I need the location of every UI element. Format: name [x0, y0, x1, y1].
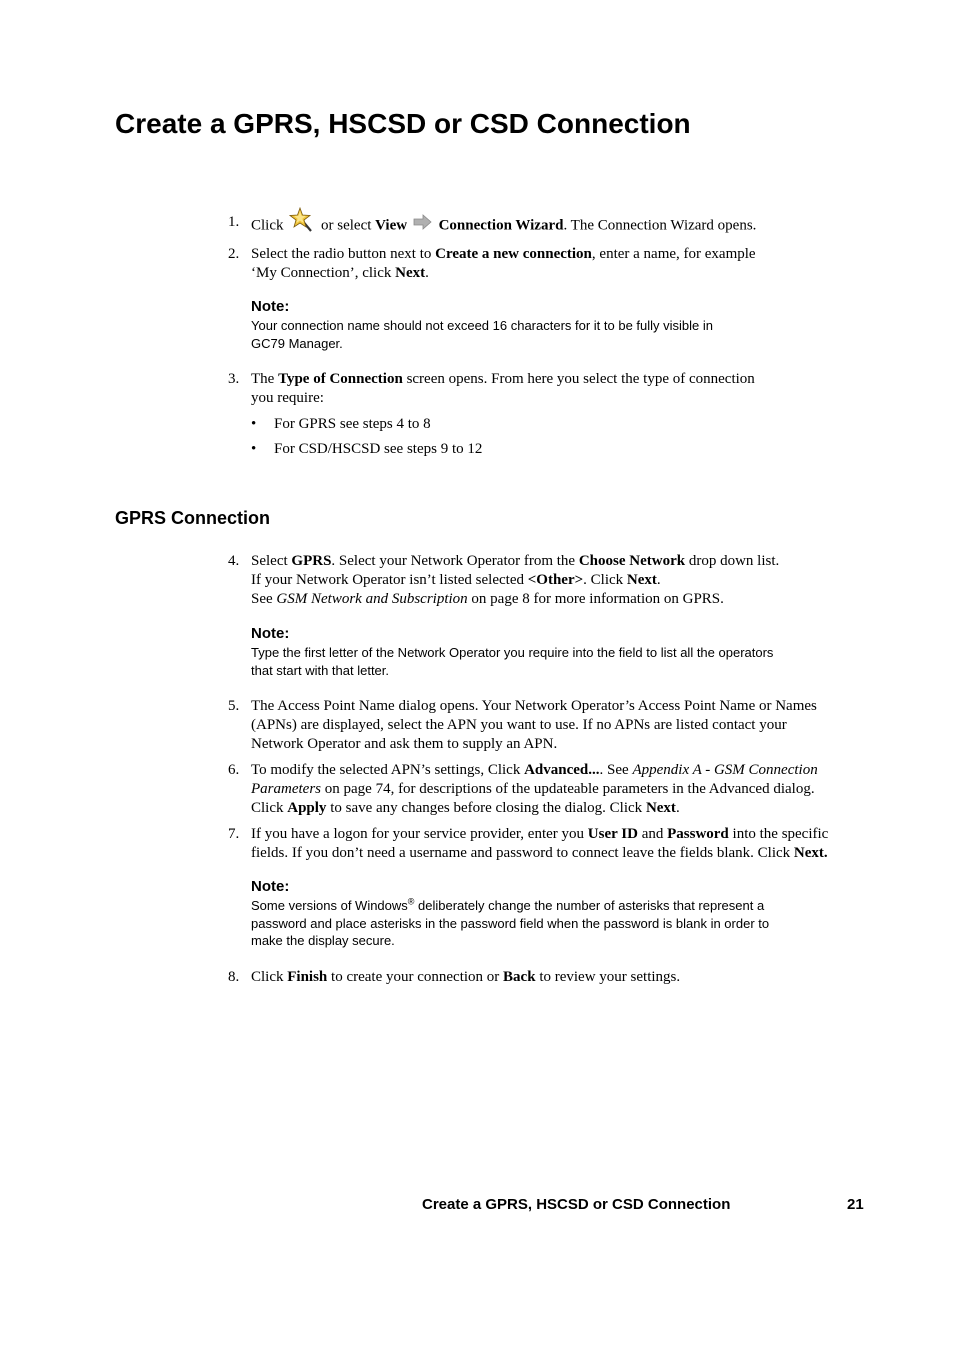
text: . Select your Network Operator from the: [331, 553, 576, 569]
text: Some versions of Windows: [251, 898, 408, 913]
text: drop down list.: [688, 553, 780, 569]
step-number: 1.: [228, 214, 240, 230]
arrow-right-icon: [413, 214, 433, 236]
text: into the specific: [732, 826, 829, 842]
step-number: 3.: [228, 371, 240, 387]
text: . Click: [583, 572, 624, 588]
text: and: [641, 826, 664, 842]
next-ref: Next: [395, 265, 426, 281]
text: .: [675, 800, 680, 816]
text: The: [251, 371, 275, 387]
text: , enter a name, for example: [591, 246, 756, 262]
choose-network-ref: Choose Network: [578, 553, 686, 569]
appendix-link-text: Appendix A - GSM Connection: [632, 762, 818, 778]
step-4-line-1: [251, 552, 779, 571]
step-number: 7.: [228, 826, 240, 842]
note-text: password and place asterisks in the password field when the password is blank in order to: [251, 915, 770, 931]
step-1-text: [251, 213, 756, 239]
connection-wizard-ref: Connection Wizard: [438, 217, 564, 234]
create-new-connection-ref: Create a new connection: [435, 246, 592, 262]
text: To modify the selected APN’s settings, Click: [251, 762, 521, 778]
connection-wizard-icon: [289, 207, 315, 239]
password-ref: Password: [667, 826, 729, 842]
step-3-line-1: [251, 370, 755, 389]
step-5-line-1: The Access Point Name dialog opens. Your Network Operator’s Access Point Name or Names: [251, 698, 817, 714]
text: . See: [599, 762, 629, 778]
step-1-click: Click: [251, 217, 284, 234]
text: See: [251, 591, 273, 607]
text: fields. If you don’t need a username and password to connect leave the fields blank. Click: [251, 845, 791, 861]
text: deliberately change the number of asterisks that represent a: [414, 898, 765, 913]
step-4-line-3: [251, 590, 724, 609]
text: to review your settings.: [539, 969, 681, 985]
text: If your Network Operator isn’t listed selected: [251, 572, 524, 588]
note-text: GC79 Manager.: [251, 335, 343, 351]
text: on page 74, for descriptions of the updateable parameters in the Advanced dialog.: [324, 781, 815, 797]
step-5-line-3: Network Operator and ask them to supply an APN.: [251, 736, 558, 752]
text: .: [656, 572, 661, 588]
registered-mark: ®: [407, 896, 415, 907]
text: to save any changes before closing the dialog. Click: [330, 800, 643, 816]
step-number: 6.: [228, 762, 240, 778]
note-text: Type the first letter of the Network Operator you require into the field to list all the operators: [251, 645, 774, 660]
text: ‘My Connection’, click: [251, 265, 392, 281]
text: Select: [251, 553, 288, 569]
bullet: •: [251, 441, 257, 457]
step-3-line-2: you require:: [251, 390, 324, 406]
step-7-line-1: [251, 825, 828, 844]
text: .: [425, 265, 429, 281]
step-number: 2.: [228, 246, 240, 262]
footer-title: Create a GPRS, HSCSD or CSD Connection: [422, 1196, 731, 1213]
note-label: Note:: [251, 878, 290, 895]
next-ref: Next: [645, 800, 676, 816]
user-id-ref: User ID: [587, 826, 638, 842]
step-number: 8.: [228, 969, 240, 985]
text: Click: [251, 800, 284, 816]
note-text: Your connection name should not exceed 16 characters for it to be fully visible in: [251, 318, 714, 333]
step-2-line-1: [251, 245, 756, 264]
advanced-ref: Advanced...: [524, 762, 600, 778]
step-number: 5.: [228, 698, 240, 714]
note-label: Note:: [251, 298, 290, 315]
back-ref: Back: [503, 969, 536, 985]
step-2-line-2: [251, 264, 429, 283]
other-ref: <Other>: [527, 572, 584, 588]
view-menu-ref: View: [375, 217, 408, 234]
bullet: •: [251, 416, 257, 432]
text: Click: [251, 969, 284, 985]
text: on page 8 for more information on GPRS.: [471, 591, 724, 607]
page-number: 21: [847, 1196, 864, 1213]
bullet-item: For GPRS see steps 4 to 8: [274, 416, 431, 432]
note-text: make the display secure.: [251, 933, 395, 948]
step-1-or-select: or select: [321, 217, 372, 234]
bullet-item: For CSD/HSCSD see steps 9 to 12: [274, 441, 483, 457]
text: screen opens. From here you select the type of connection: [406, 371, 755, 387]
step-6-line-1: [251, 761, 818, 780]
text: Select the radio button next to: [251, 246, 432, 262]
next-ref: Next: [626, 572, 657, 588]
text: to create your connection or: [331, 969, 500, 985]
step-6-line-3: [251, 799, 680, 818]
section-heading: GPRS Connection: [115, 508, 271, 528]
step-8-line-1: [251, 968, 680, 987]
finish-ref: Finish: [287, 969, 328, 985]
note-text: that start with that letter.: [251, 662, 390, 678]
gsm-network-link-text: GSM Network and Subscription: [276, 591, 468, 607]
note-label: Note:: [251, 625, 290, 642]
text: If you have a logon for your service provider, enter you: [251, 826, 585, 842]
step-1-rest: . The Connection Wizard opens.: [563, 217, 757, 234]
page-title: Create a GPRS, HSCSD or CSD Connection: [115, 108, 691, 139]
step-5-line-2: (APNs) are displayed, select the APN you want to use. If no APNs are listed contact your: [251, 717, 787, 733]
step-4-line-2: [251, 571, 661, 590]
gprs-ref: GPRS: [291, 553, 332, 569]
next-ref: Next.: [793, 845, 828, 861]
note-text: [251, 897, 764, 915]
step-6-line-2: [251, 780, 815, 799]
apply-ref: Apply: [287, 800, 327, 816]
step-7-line-2: [251, 844, 828, 863]
type-of-connection-ref: Type of Connection: [278, 371, 403, 387]
step-number: 4.: [228, 553, 240, 569]
appendix-link-text: Parameters: [251, 781, 321, 797]
